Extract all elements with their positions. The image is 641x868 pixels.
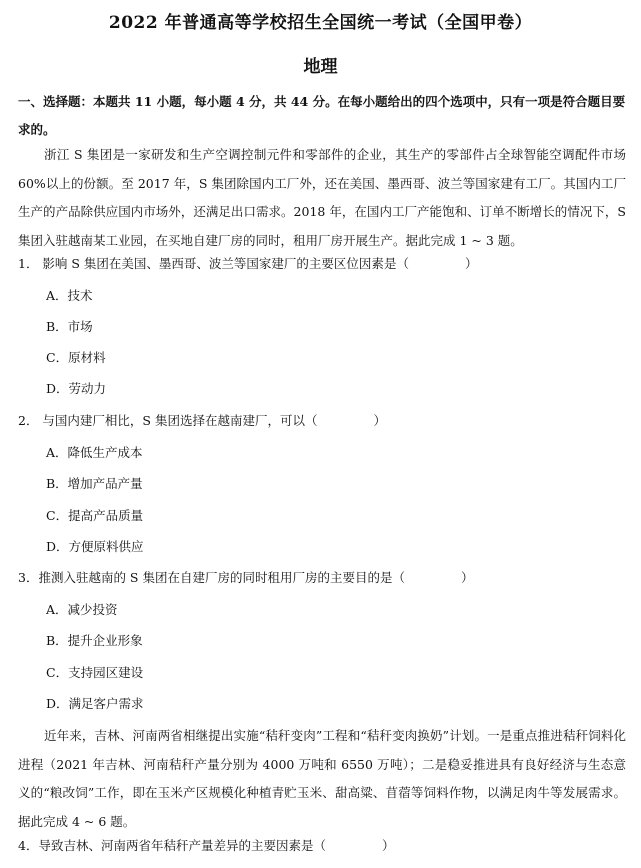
section-instructions-rest: 在每小题给出的四个选项中，只有一项是符合题目要求的。 (18, 94, 626, 137)
subject-title: 地理 (303, 57, 338, 77)
question-3-close: ） (460, 570, 474, 585)
option-3d[interactable]: D．满足客户需求 (46, 696, 144, 711)
question-4-stem: 4．导致吉林、河南两省年秸秆产量差异的主要因素是（ (18, 838, 326, 853)
question-4 (18, 836, 626, 856)
option-1c[interactable]: C．原材料 (46, 350, 106, 365)
option-2c[interactable]: C．提高产品质量 (46, 508, 144, 523)
option-3c[interactable]: C．支持园区建设 (46, 665, 144, 680)
option-2d[interactable]: D．方便原料供应 (46, 539, 144, 554)
option-3a[interactable]: A．减少投资 (46, 602, 118, 617)
option-2a[interactable]: A．降低生产成本 (46, 445, 143, 460)
question-1 (18, 254, 626, 274)
section-instructions-bold: 一、选择题：本题共 11 小题，每小题 4 分，共 44 分。 (18, 94, 338, 109)
option-1a[interactable]: A．技术 (46, 288, 93, 303)
option-2b[interactable]: B．增加产品产量 (46, 476, 143, 491)
question-3 (18, 568, 626, 588)
option-1d[interactable]: D．劳动力 (46, 381, 107, 396)
question-1-stem: 1． 影响 S 集团在美国、墨西哥、波兰等国家建厂的主要区位因素是（ (18, 256, 409, 271)
question-2-close: ） (373, 413, 386, 428)
question-4-close: ） (381, 838, 395, 853)
question-2 (18, 411, 626, 431)
option-1b[interactable]: B．市场 (46, 319, 93, 334)
passage-2: 近年来，吉林、河南两省相继提出实施“秸秆变肉”工程和“秸秆变肉换奶”计划。一是重点推进秸秆饲料化进程（2021 年吉林、河南秸秆产量分别为 4000 万吨和 6550 万吨）；二是稳妥推进具有良好经济与生态意义的“粮改饲”工作，即在玉米产区规模化种植青贮玉米、甜高粱、苜蓿等饲料作物，以满足肉牛等发展需求。据此完成 4 ~ 6 题。 (18, 728, 626, 829)
option-3b[interactable]: B．提升企业形象 (46, 633, 143, 648)
passage-1: 浙江 S 集团是一家研发和生产空调控制元件和零部件的企业，其生产的零部件占全球智能空调配件市场 60%以上的份额。至 2017 年，S 集团除国内工厂外，还在美国、墨西哥、波兰等国家建有工厂。其国内工厂生产的产品除供应国内市场外，还满足出口需求。2018 年，在国内工厂产能饱和、订单不断增长的情况下，S 集团入驻越南某工业园，在买地自建厂房的同时，租用厂房开展生产。据此完成 1 ~ 3 题。 (18, 147, 626, 248)
question-3-stem: 3．推测入驻越南的 S 集团在自建厂房的同时租用厂房的主要目的是（ (18, 570, 405, 585)
exam-title: 2022 年普通高等学校招生全国统一考试（全国甲卷） (108, 13, 533, 33)
section-instructions (18, 88, 626, 144)
question-2-stem: 2． 与国内建厂相比，S 集团选择在越南建厂，可以（ (18, 413, 318, 428)
question-1-close: ） (464, 256, 478, 271)
